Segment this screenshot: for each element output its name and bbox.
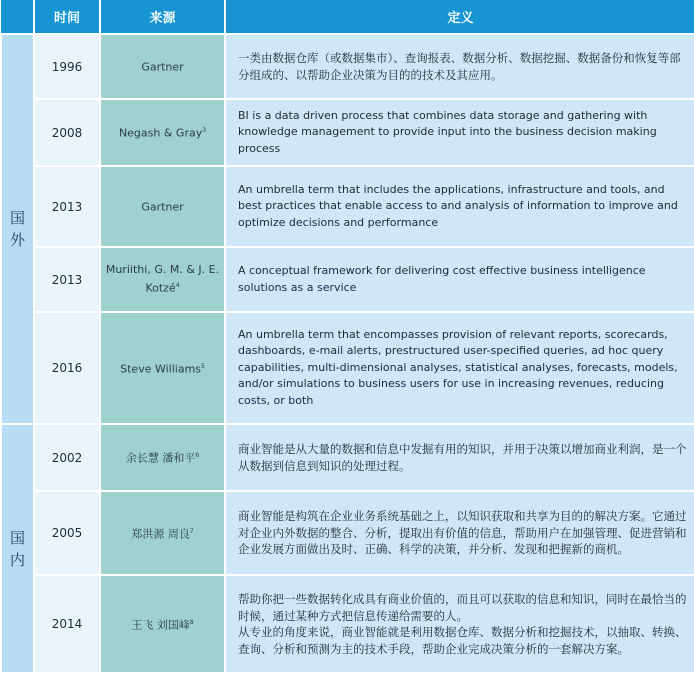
region-domestic	[1, 424, 34, 673]
year-cell: 2013	[34, 166, 100, 247]
source-ref: 7	[189, 527, 194, 535]
year-cell: 2002	[34, 424, 100, 491]
definition-cell: 商业智能是从大量的数据和信息中发掘有用的知识，并用于决策以增加商业利润，是一个从数据到信息到知识的处理过程。	[225, 424, 694, 491]
definition-cell: 一类由数据仓库（或数据集市）、查询报表、数据分析、数据挖掘、数据备份和恢复等部分组成的、以帮助企业决策为目的的技术及其应用。	[225, 34, 694, 99]
table-row	[1, 166, 694, 247]
table-row	[1, 312, 694, 424]
region-foreign	[1, 34, 34, 424]
source-text: 王飞 刘国峰	[131, 618, 190, 632]
table-row	[1, 99, 694, 166]
header-definition: 定义	[225, 0, 694, 34]
source-ref: 8	[189, 618, 194, 626]
source-ref: 6	[195, 452, 200, 460]
header-source: 来源	[100, 0, 225, 34]
year-cell: 2013	[34, 247, 100, 312]
source-text: Gartner	[141, 60, 184, 74]
definition-paragraph: 从专业的角度来说，商业智能就是利用数据仓库、数据分析和挖掘技术，以抽取、转换、查询、分析和预测为主的技术手段，帮助企业完成决策分析的一套解决方案。	[238, 625, 687, 656]
source-ref: 5	[201, 362, 205, 370]
definition-cell: 商业智能是构筑在企业业务系统基础之上，以知识获取和共享为目的的解决方案。它通过对企业内外数据的整合、分析，提取出有价值的信息，帮助用户在加强管理、促进营销和企业发展方面做出及时、正确、科学的决策，并分析、发现和把握新的商机。	[225, 491, 694, 575]
year-cell: 2016	[34, 312, 100, 424]
source-text: Gartner	[141, 200, 184, 214]
source-cell	[100, 575, 225, 673]
source-cell	[100, 491, 225, 575]
year-cell: 1996	[34, 34, 100, 99]
source-text: 郑洪源 周良	[131, 527, 190, 541]
source-cell	[100, 424, 225, 491]
region-domestic-char: 国	[9, 528, 25, 547]
definition-cell: An umbrella term that encompasses provision of relevant reports, scorecards, dashboards, e-mail alerts, prestructured user-specified queries, ad hoc query capabilities, multi-dimensional analyses, statistical analyses, forecasts, models, and/or simulations to business users for use in increasing revenues, reducing costs, or both	[225, 312, 694, 424]
table-row	[1, 575, 694, 673]
source-cell	[100, 247, 225, 312]
year-cell: 2014	[34, 575, 100, 673]
region-foreign-char: 国	[9, 209, 25, 227]
table-row	[1, 34, 694, 99]
table-row	[1, 491, 694, 575]
source-cell	[100, 34, 225, 99]
source-ref: 3	[202, 127, 207, 135]
header-blank	[1, 0, 34, 34]
table-row	[1, 424, 694, 491]
year-cell: 2005	[34, 491, 100, 575]
source-text: Muriithi, G. M. & J. E. Kotzé	[105, 263, 220, 295]
header-row	[1, 0, 694, 34]
header-time: 时间	[34, 0, 100, 34]
source-text: Negash & Gray	[118, 126, 203, 140]
definition-paragraph: 帮助你把一些数据转化成具有商业价值的，而且可以获取的信息和知识，同时在最恰当的时候，通过某种方式把信息传递给需要的人。	[238, 592, 687, 623]
year-cell: 2008	[34, 99, 100, 166]
definition-cell: An umbrella term that includes the applications, infrastructure and tools, and best practices that enable access to and analysis of information to improve and optimize decisions and performance	[225, 166, 694, 247]
source-ref: 4	[175, 282, 180, 290]
source-text: 余长慧 潘和平	[125, 451, 196, 465]
region-domestic-char: 内	[9, 550, 25, 569]
definition-cell	[225, 575, 694, 673]
definition-cell: BI is a data driven process that combines data storage and gathering with knowledge management to provide input into the business decision making process	[225, 99, 694, 166]
source-cell	[100, 312, 225, 424]
definition-cell: A conceptual framework for delivering cost effective business intelligence solutions as a service	[225, 247, 694, 312]
table-row	[1, 247, 694, 312]
source-cell	[100, 166, 225, 247]
source-text: Steve Williams	[120, 362, 202, 376]
region-foreign-char: 外	[9, 231, 25, 249]
source-cell	[100, 99, 225, 166]
